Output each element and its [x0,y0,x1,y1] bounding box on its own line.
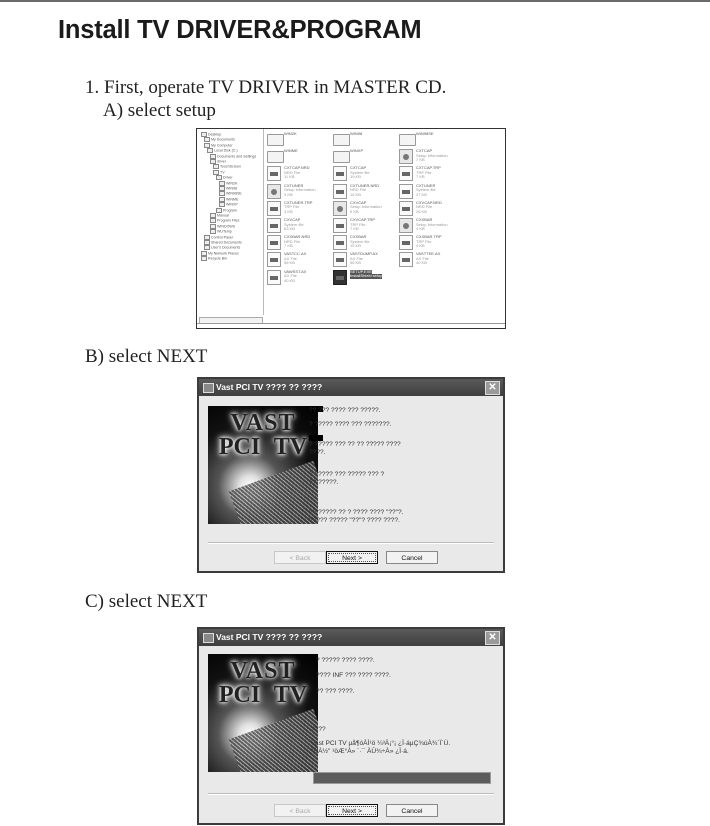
step-b-text: B) select NEXT [85,346,208,367]
file-type: NRD File [416,204,433,210]
folder-icon [213,164,219,169]
banner-line-1: VAST [230,658,296,684]
folder-icon [204,240,210,245]
file-size: 27 KB [416,191,427,197]
file-type: AX File [284,255,297,261]
app-icon [203,633,214,643]
setup-dialog-install [197,627,505,825]
file-item[interactable] [399,183,467,199]
message-line: ?? ????? ?? ? ???? ???? "??"?. [309,509,404,516]
tree-item-label: My Computer [211,143,233,148]
file-size: 11 KB [284,174,295,180]
file-name: CXTUNER.NRD [350,182,380,188]
step-1-text: 1. First, operate TV DRIVER in MASTER CD. [85,77,447,98]
message-line: ? ????? ???? ??? ???????. [309,421,392,428]
file-size: 7 KB [416,157,425,163]
system-file-icon [333,235,347,250]
file-type: Setup Information [350,204,382,210]
file-name: WIN2K [284,131,297,136]
explorer-window-screenshot [196,128,506,329]
folder-icon [201,132,207,137]
system-file-icon [267,218,281,233]
tree-item-label: Shared Documents [211,240,242,245]
tree-item-label: Program Files [217,218,240,223]
message-line: ?? ??? ???? ??? ?????. [309,407,381,414]
message-line: "ÙÀ½" ¹öÆ°À» ´·¯ ÀÛ¾÷À» ¿Ï·á. [311,748,409,755]
file-list [267,129,505,328]
folder-icon [207,148,213,153]
tree-item-label: My Documents [211,137,235,142]
banner-line-2: PCI TV [218,682,308,708]
next-button[interactable]: Next > [326,551,378,564]
file-type: AX File [284,273,297,279]
file-item[interactable] [267,131,335,147]
file-size: 4 KB [416,243,425,249]
top-rule [0,0,710,2]
file-item[interactable] [399,131,467,147]
file-size: 40 KB [416,260,427,266]
message-line: ????. [309,449,326,456]
file-name: SETUP.EXE [350,268,372,274]
button-separator [208,793,494,795]
file-name: CXXBAR [350,234,367,240]
dialog-titlebar [199,629,503,646]
file-item[interactable] [399,234,467,250]
tree-item-label: WUTemp [217,229,232,234]
message-line: ? ????? ???? ????. [316,657,375,664]
file-type: System file [350,238,370,244]
file-name: VASTDUMP.AX [350,251,378,257]
folder-icon [204,137,210,142]
file-type: NRD File [350,187,367,193]
file-name: CXVCAP [284,217,301,222]
system-file-icon [399,252,413,267]
message-line: ???? [311,726,326,733]
folder-icon [210,218,216,223]
vast-pci-tv-banner [208,654,318,772]
file-item[interactable] [267,148,335,164]
tree-item-label: WIN98 [226,186,237,191]
folder-icon [399,134,416,146]
file-size: 15 KB [350,243,361,249]
file-size: 3 KB [284,191,293,197]
file-name: CXXBAR.NRD [284,234,311,240]
file-name: VASTTEE.AX [416,251,441,257]
file-name: CXVCAP.TRP [350,217,376,222]
folder-icon [210,159,216,164]
file-type: TRP File [416,238,432,244]
file-size: 16 KB [350,191,361,197]
file-size: 7 KB [416,174,425,180]
tree-item-label: Manual [217,213,229,218]
message-line: Vast PCI TV µå¶óÀÌ¹ö ¼³Ä¡°¡ ¿Ï·áµÇ¾úÀ¾´Ï´Ù. [311,740,451,747]
tree-item-label: TV [220,170,225,175]
file-item[interactable] [333,148,401,164]
folder-icon [210,213,216,218]
app-icon [203,383,214,393]
tree-item-label: WINDOWS [217,224,236,229]
folder-icon [219,197,225,202]
step-a-text: A) select setup [103,100,216,121]
file-item[interactable] [267,217,335,233]
file-item[interactable] [267,165,335,181]
tree-item-label: My Network Places [208,251,239,256]
system-file-icon [399,166,413,181]
file-type: System file [350,169,370,175]
tree-item-label: TouchScreen [220,164,241,169]
folder-icon [210,229,216,234]
message-line: ?? ??? ????. [316,688,355,695]
close-icon[interactable]: ✕ [485,631,500,645]
folder-icon [267,134,284,146]
file-name: CXTCAP.TRP [416,165,441,171]
file-item[interactable] [333,234,401,250]
folder-icon [201,251,207,256]
folder-icon [216,208,222,213]
file-item[interactable] [267,183,335,199]
folder-tree [197,129,264,315]
file-name: CXVCAP.NRD [416,199,442,205]
cancel-button[interactable]: Cancel [386,804,438,817]
folder-icon [219,202,225,207]
cancel-button[interactable]: Cancel [386,551,438,564]
folder-icon [204,143,210,148]
file-name: CXTCAP [416,148,433,154]
folder-icon [333,134,350,146]
message-line: ???? INF ??? ???? ????. [316,672,391,679]
banner-line-2: PCI TV [218,434,308,460]
system-file-icon [267,166,281,181]
folder-icon [333,151,350,163]
file-size: 4 KB [416,226,425,231]
tree-item-label: WIN2K [226,181,238,186]
system-file-icon [399,235,413,250]
file-item[interactable] [399,148,467,164]
page-title: Install TV DRIVER&PROGRAM [58,16,422,44]
file-name: WINME [284,148,298,154]
folder-icon [201,256,207,261]
tree-item-label: Recycle Bin [208,256,227,261]
file-name: VASTCC.AX [284,251,307,257]
message-line: ????? ????? "??"? ???? ????. [309,517,400,524]
tree-item-label: Driver [223,175,233,180]
file-type: Setup Information [416,221,448,227]
setup-info-icon [399,149,413,164]
vast-pci-tv-banner [208,406,318,524]
banner-line-1: VAST [230,410,296,436]
file-type: Setup Information [284,187,316,193]
message-line: ? ????? ??? ????? ??? ? [309,471,385,478]
file-name: CXTCAP.NRD [284,165,310,171]
file-size: 7 KB [350,226,359,231]
system-file-icon [267,252,281,267]
close-icon[interactable]: ✕ [485,381,500,395]
system-file-icon [333,166,347,181]
file-item[interactable] [399,251,467,267]
setup-dialog-welcome [197,377,505,573]
dialog-title: Vast PCI TV ???? ?? ???? [216,382,323,392]
back-button[interactable]: < Back [274,804,326,817]
banner-rays-graphic [229,709,318,772]
tree-item-label: Documents and Settings [217,154,257,159]
folder-icon [219,191,225,196]
file-type: Setup Information [416,152,448,158]
file-name: CXXBAR [416,217,433,222]
file-type: TRP File [284,204,300,210]
folder-icon [219,186,225,191]
setup-info-icon [399,218,413,233]
step-c-text: C) select NEXT [85,591,208,612]
system-file-icon [333,184,347,199]
file-type: System file [284,221,304,227]
file-type: InstallShield setup [350,273,383,279]
file-type: AX File [416,255,429,261]
system-file-icon [399,184,413,199]
folder-icon [213,170,219,175]
dialog-title: Vast PCI TV ???? ?? ???? [216,632,323,642]
file-size: 56 KB [284,260,295,266]
folder-icon [267,151,284,163]
system-file-icon [267,270,281,285]
file-size: 7 KB [284,243,293,249]
file-item[interactable] [267,251,335,267]
file-item[interactable] [333,200,401,216]
file-item[interactable] [267,269,335,285]
setup-info-icon [333,201,347,216]
setup-exe-icon [333,270,347,285]
file-item[interactable] [333,165,401,181]
file-name: WIN98SE [416,131,434,136]
file-size: 3 KB [284,208,293,214]
file-item[interactable] [333,217,401,233]
file-size: 19 KB [350,174,361,180]
file-item[interactable] [333,251,401,267]
tree-item-label: Control Panel [211,235,233,240]
file-type: System file [416,187,436,193]
file-item[interactable] [399,200,467,216]
file-item[interactable] [399,165,467,181]
tree-item-label: Desktop [208,132,222,137]
file-item[interactable] [267,200,335,216]
file-type: TRP File [350,221,366,227]
file-item[interactable] [333,183,401,199]
setup-info-icon [267,184,281,199]
file-name: CXVCAP [350,199,367,205]
file-name: CXTUNER.TRP [284,199,313,205]
file-type: AX File [350,255,363,261]
file-name: VAWSST.AX [284,268,307,274]
file-size: 63 KB [284,226,295,231]
file-name: WINXP [350,148,364,154]
file-item[interactable] [267,234,335,250]
file-name: CXXBAR.TRP [416,234,442,240]
status-divider [197,323,505,324]
tree-item-label: Local Disk (C:) [214,148,238,153]
dialog-titlebar [199,379,503,396]
back-button[interactable]: < Back [274,551,326,564]
button-separator [208,542,494,544]
tree-item[interactable] [201,256,227,261]
tree-item-label: Program [223,208,237,213]
folder-icon [210,154,216,159]
system-file-icon [333,252,347,267]
system-file-icon [333,218,347,233]
folder-icon [219,181,225,186]
tree-item-label: driver [217,159,226,164]
system-file-icon [399,201,413,216]
install-progress-bar [313,772,491,784]
message-line: ?? ?????. [309,479,339,486]
file-name: CXTCAP [350,165,367,171]
folder-icon [204,235,210,240]
file-type: NRD File [284,238,301,244]
next-button[interactable]: Next > [326,804,378,817]
file-type: TRP File [416,169,432,175]
message-line: ? ????? ??? ?? ?? ????? ???? [309,441,401,448]
file-size: 56 KB [350,260,361,266]
file-name: WIN98 [350,131,363,136]
banner-rays-graphic [229,461,318,524]
file-item[interactable] [333,131,401,147]
folder-icon [210,224,216,229]
tree-item-label: WINME [226,197,239,202]
folder-icon [216,175,222,180]
file-item[interactable] [399,217,467,233]
file-item[interactable] [333,269,401,285]
file-type: NRD File [284,169,301,175]
file-size: 9 KB [350,208,359,214]
tree-item-label: WIN98SE [226,191,242,196]
system-file-icon [267,235,281,250]
tree-item-label: User's Documents [211,245,241,250]
file-name: CXTUNER [416,182,436,188]
file-size: 40 KB [284,277,295,283]
file-size: 28 KB [416,208,427,214]
folder-icon [204,245,210,250]
file-name: CXTUNER [284,182,304,188]
system-file-icon [267,201,281,216]
tree-item-label: WINXP [226,202,238,207]
